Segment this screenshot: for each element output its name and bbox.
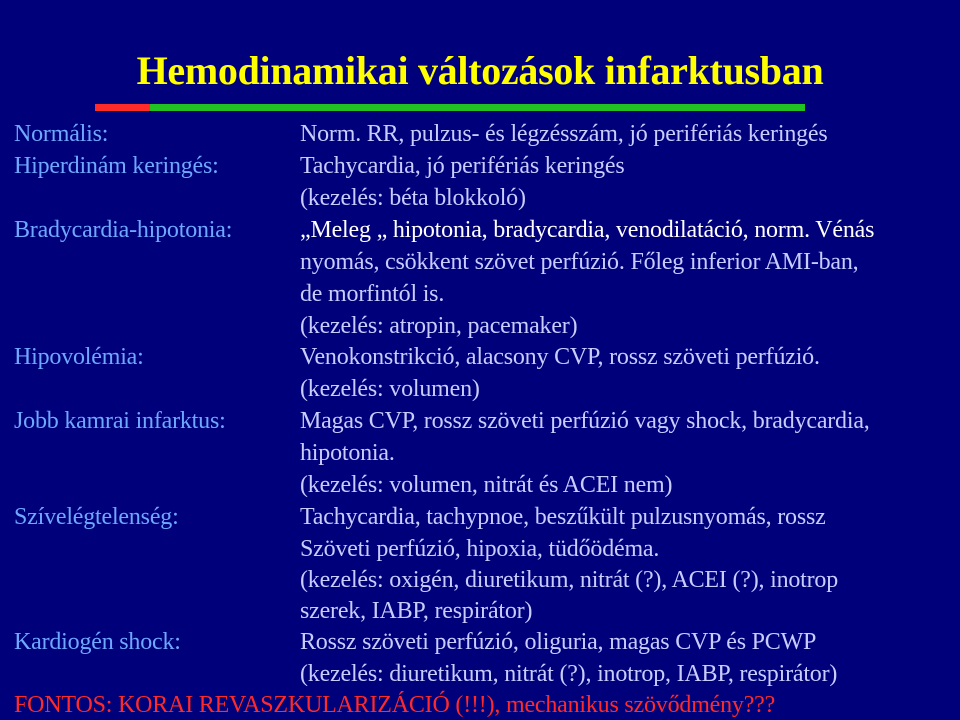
desc-line: „Meleg „ hipotonia, bradycardia, venodilatáció, norm. Vénás (300, 217, 875, 243)
label-cardiogenic-shock: Kardiogén shock: (14, 629, 181, 655)
slide-title: Hemodinamikai változások infarktusban (136, 48, 824, 93)
desc-line: Tachycardia, jó perifériás keringés (300, 153, 625, 179)
desc-line: (kezelés: oxigén, diuretikum, nitrát (?), ACEI (?), inotrop (300, 567, 839, 593)
desc-line: Norm. RR, pulzus- és légzésszám, jó perifériás keringés (300, 121, 828, 147)
footer-warning: FONTOS: KORAI REVASZKULARIZÁCIÓ (!!!), mechanikus szövődmény??? (14, 692, 776, 718)
desc-line: (kezelés: volumen, nitrát és ACEI nem) (300, 472, 673, 498)
label-right-ventricular-infarct: Jobb kamrai infarktus: (14, 408, 226, 434)
desc-line: Rossz szöveti perfúzió, oliguria, magas CVP és PCWP (300, 629, 817, 655)
desc-line: Szöveti perfúzió, hipoxia, tüdőödéma. (300, 536, 660, 562)
desc-line: Tachycardia, tachypnoe, beszűkült pulzusnyomás, rossz (300, 504, 826, 530)
desc-line: (kezelés: diuretikum, nitrát (?), inotrop, IABP, respirátor) (300, 661, 838, 687)
desc-line: hipotonia. (300, 440, 395, 466)
desc-line: (kezelés: béta blokkoló) (300, 185, 526, 211)
title-underline-red (95, 104, 150, 111)
desc-line: szerek, IABP, respirátor) (300, 598, 533, 624)
label-heart-failure: Szívelégtelenség: (14, 504, 179, 530)
title-underline-green (150, 104, 805, 111)
desc-line: Magas CVP, rossz szöveti perfúzió vagy shock, bradycardia, (300, 408, 870, 434)
label-bradycardia-hypotonia: Bradycardia-hipotonia: (14, 217, 233, 243)
label-normal: Normális: (14, 121, 109, 147)
desc-line: Venokonstrikció, alacsony CVP, rossz szöveti perfúzió. (300, 344, 820, 370)
desc-line: (kezelés: volumen) (300, 376, 480, 402)
desc-line: de morfintól is. (300, 281, 445, 307)
label-hypovolemia: Hipovolémia: (14, 344, 144, 370)
label-hyperdynamic: Hiperdinám keringés: (14, 153, 219, 179)
desc-line: (kezelés: atropin, pacemaker) (300, 313, 578, 339)
desc-line: nyomás, csökkent szövet perfúzió. Főleg inferior AMI-ban, (300, 249, 859, 275)
